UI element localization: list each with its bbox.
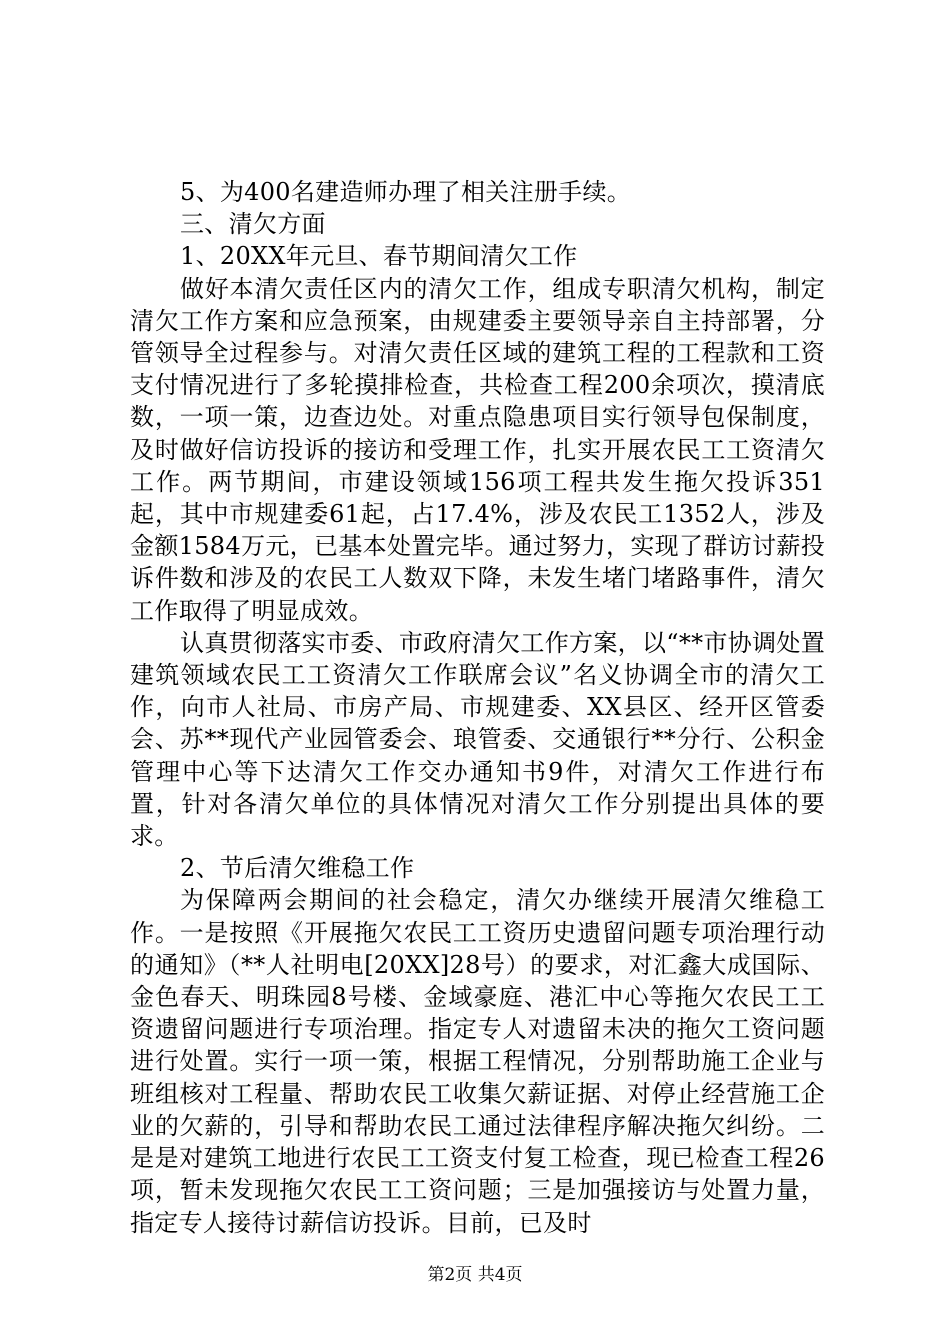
document-body (130, 176, 825, 1239)
section-heading-clearing-arrears: 三、清欠方面 (180, 210, 326, 239)
list-item-registration: 5、为400名建造师办理了相关注册手续。 (180, 178, 632, 206)
paragraph-implementation: 认真贯彻落实市委、市政府清欠工作方案，以“**市协调处置建筑领域农民工工资清欠工作联席会议”名义协调全市的清欠工作，向市人社局、市房产局、市规建委、XX县区、经开区管委会、苏**现代产业园管委会、琅管委、交通银行**分行、公积金管理中心等下达清欠工作交办通知书9件，对清欠工作进行布置，针对各清欠单位的具体情况对清欠工作分别提出具体的要求。 (130, 628, 825, 851)
page-footer: 第2页 共4页 (427, 1265, 523, 1285)
subsection-heading-holiday-work: 1、20XX年元旦、春节期间清欠工作 (180, 242, 578, 271)
subsection-heading-post-holiday: 2、节后清欠维稳工作 (180, 854, 415, 883)
paragraph-holiday-work: 做好本清欠责任区内的清欠工作，组成专职清欠机构，制定清欠工作方案和应急预案，由规建委主要领导亲自主持部署，分管领导全过程参与。对清欠责任区域的建筑工程的工程款和工资支付情况进行了多轮摸排检查，共检查工程200余项次，摸清底数，一项一策，边查边处。对重点隐患项目实行领导包保制度，及时做好信访投诉的接访和受理工作，扎实开展农民工工资清欠工作。两节期间，市建设领域156项工程共发生拖欠投诉351起，其中市规建委61起，占17.4%，涉及农民工1352人，涉及金额1584万元，已基本处置完毕。通过努力，实现了群访讨薪投诉件数和涉及的农民工人数双下降，未发生堵门堵路事件，清欠工作取得了明显成效。 (130, 274, 825, 625)
paragraph-post-holiday: 为保障两会期间的社会稳定，清欠办继续开展清欠维稳工作。一是按照《开展拖欠农民工工资历史遗留问题专项治理行动的通知》（**人社明电[20XX]28号）的要求，对汇鑫大成国际、金色春天、明珠园8号楼、金域豪庭、港汇中心等拖欠农民工工资遗留问题进行专项治理。指定专人对遗留未决的拖欠工资问题进行处置。实行一项一策，根据工程情况，分别帮助施工企业与班组核对工程量、帮助农民工收集欠薪证据、对停止经营施工企业的欠薪的，引导和帮助农民工通过法律程序解决拖欠纠纷。二是是对建筑工地进行农民工工资支付复工检查，现已检查工程26项，暂未发现拖欠农民工工资问题；三是加强接访与处置力量，指定专人接待讨薪信访投诉。目前，已及时 (130, 886, 825, 1237)
